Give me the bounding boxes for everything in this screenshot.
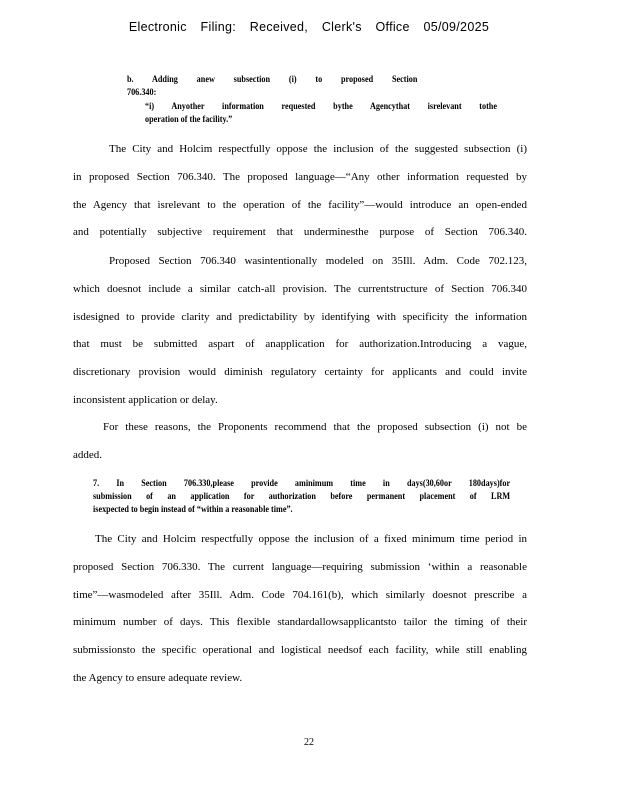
text-line: Proposed Section 706.340 wasintentionally modeled on 35Ill. Adm. Code 702.123, (109, 255, 527, 267)
text-line: The City and Holcim respectfully oppose the inclusion of a fixed minimum time period in (95, 533, 527, 545)
text-line: which doesnot include a similar catch-all provision. The currentstructure of Section 706.340 (73, 282, 527, 295)
heading-line: isexpected to begin instead of “within a reasonable time”. (93, 505, 293, 515)
text-line: that must be submitted aspart of anapplication for authorization.Introducing a vague, (73, 338, 527, 351)
heading-line: 7. In Section 706.330,please provide aminimum time in days(30,60or 180days)for (93, 479, 511, 489)
heading-line: submission of an application for authorization before permanent placement of LRM (93, 492, 511, 502)
proposed-subsection-quote (145, 101, 497, 127)
text-line: time”—wasmodeled after 35Ill. Adm. Code 704.161(b), which similarly doesnot prescribe a (73, 588, 527, 601)
subsection-heading-b (127, 74, 417, 100)
text-line: the Agency to ensure adequate review. (73, 671, 243, 684)
text-line: proposed Section 706.330. The current language—requiring submission ‘within a reasonable (73, 560, 527, 573)
text-line: The City and Holcim respectfully oppose the inclusion of the suggested subsection (i) (109, 143, 527, 155)
paragraph-1 (73, 136, 527, 247)
text-line: discretionary provision would diminish regulatory certainty for applicants and could invite (73, 366, 527, 379)
text-line: inconsistent application or delay. (73, 393, 218, 406)
question-7-heading (93, 478, 510, 517)
text-line: and potentially subjective requirement that underminesthe purpose of Section 706.340. (73, 226, 527, 239)
filing-stamp: Electronic Filing: Received, Clerk's Office 05/09/2025 (128, 20, 490, 34)
quote-line: “i) Anyother information requested bythe Agencythat isrelevant tothe (145, 102, 497, 112)
paragraph-4 (73, 526, 527, 693)
text-line: added. (73, 448, 103, 461)
paragraph-2 (73, 248, 527, 415)
text-line: isdesigned to provide clarity and predictability by identifying with specificity the information (73, 310, 527, 323)
paragraph-3 (73, 414, 527, 470)
text-line: the Agency that isrelevant to the operation of the facility”—would introduce an open-ended (73, 198, 527, 211)
heading-line: b. Adding anew subsection (i) to proposed Section 706.340: (127, 75, 418, 98)
quote-line: operation of the facility.” (145, 115, 233, 125)
text-line: in proposed Section 706.340. The proposed language—“Any other information requested by (73, 170, 527, 183)
text-line: submissionsto the specific operational and logistical needsof each facility, while still enabling (73, 644, 527, 657)
page-number: 22 (304, 737, 314, 748)
text-line: For these reasons, the Proponents recommend that the proposed subsection (i) not be (103, 421, 527, 433)
text-line: minimum number of days. This flexible standardallowsapplicantsto tailor the timing of their (73, 616, 527, 629)
